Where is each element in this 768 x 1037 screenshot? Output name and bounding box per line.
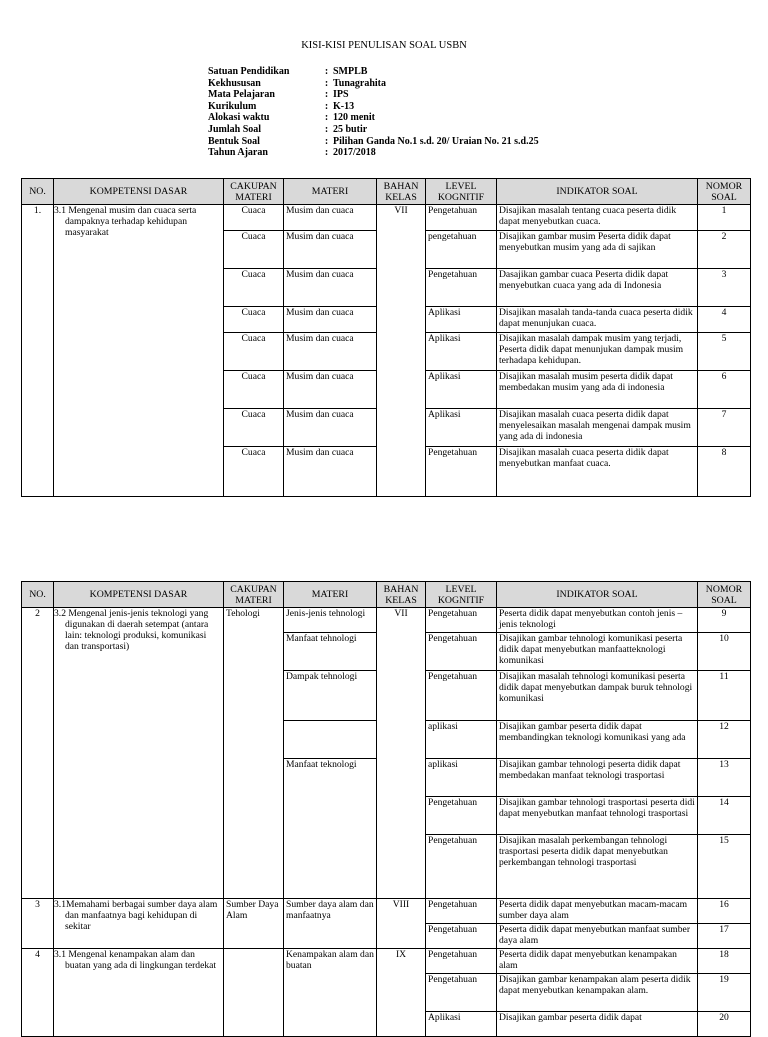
table-header-row [22, 179, 751, 205]
row-number: 3 [22, 899, 54, 949]
bahan-kelas: VII [377, 608, 426, 899]
header-indikator: INDIKATOR SOAL [497, 582, 698, 608]
meta-row: Tahun Ajaran : 2017/2018 [208, 147, 376, 159]
table-row: Cuaca Musim dan cuaca Pengetahuan Disajikan masalah cuaca peserta didik dapat menyebutkan manfaat cuaca. 8 [22, 447, 751, 497]
table-row: Dampak tehnologi Pengetahuan Disajikan masalah tehnologi komunikasi peserta didik dapat menyebutkan dampak buruk tehnologi komunikasi 11 [22, 671, 751, 721]
header-bahan: BAHAN KELAS [377, 582, 426, 608]
header-kd: KOMPETENSI DASAR [54, 179, 224, 205]
header-cakupan: CAKUPAN MATERI [224, 179, 284, 205]
table-row: Aplikasi Disajikan gambar peserta didik dapat 20 [22, 1012, 751, 1037]
meta-row: Mata Pelajaran : IPS [208, 89, 349, 101]
meta-row: Kekhususan : Tunagrahita [208, 77, 386, 89]
header-level: LEVEL KOGNITIF [426, 179, 497, 205]
table-row: Manfaat teknologi aplikasi Disajikan gambar tehnologi peserta didik dapat membedakan manfaat teknologi trasportasi 13 [22, 759, 751, 797]
header-materi: MATERI [284, 582, 377, 608]
header-kd: KOMPETENSI DASAR [54, 582, 224, 608]
header-no: NO. [22, 179, 54, 205]
header-bahan: BAHAN KELAS [377, 179, 426, 205]
table-row: 2 3.2 Mengenal jenis-jenis teknologi yang digunakan di daerah setempat (antara lain: teknologi produksi, komunikasi dan transportasi) Tehologi Jenis-jenis tehnologi VII Pengetahuan Peserta didik dapat menyebutkan contoh jenis – jenis teknologi 9 [22, 608, 751, 633]
table-row: 4 3.1 Mengenal kenampakan alam dan buatan yang ada di lingkungan terdekat Kenampakan alam dan buatan IX Pengetahuan Peserta didik dapat menyebutkan kenampakan alam 18 [22, 949, 751, 974]
kisi-table-1 [21, 178, 751, 497]
kompetensi-dasar: 3.1 Mengenal kenampakan alam dan buatan yang ada di lingkungan terdekat [54, 949, 224, 1037]
table-row: Pengetahuan Disajikan masalah perkembangan tehnologi trasportasi peserta didik dapat menyebutkan perkembangan tehnologi trasportasi 15 [22, 835, 751, 899]
table-header-row [22, 582, 751, 608]
header-cakupan: CAKUPAN MATERI [224, 582, 284, 608]
table-row: Cuaca Musim dan cuaca pengetahuan Disajikan gambar musim Peserta didik dapat menyebutkan musim yang ada di sajikan 2 [22, 231, 751, 269]
table-row: 1. 3.1 Mengenal musim dan cuaca serta dampaknya terhadap kehidupan masyarakat Cuaca Musim dan cuaca VII Pengetahuan Disajikan masalah tentang cuaca peserta didik dapat menyebutkan cuaca. 1 [22, 205, 751, 231]
cakupan-materi: Sumber Daya Alam [224, 899, 284, 949]
cakupan-materi: Tehologi [224, 608, 284, 899]
header-nomor: NOMOR SOAL [698, 179, 751, 205]
meta-row: Kurikulum : K-13 [208, 100, 355, 112]
row-number: 1. [22, 205, 54, 497]
meta-row: Bentuk Soal : Pilihan Ganda No.1 s.d. 20/ Uraian No. 21 s.d.25 [208, 135, 539, 147]
bahan-kelas: VIII [377, 899, 426, 949]
kompetensi-dasar: 3.1Memahami berbagai sumber daya alam dan manfaatnya bagi kehidupan di sekitar [54, 899, 224, 949]
table-row: Pengetahuan Disajikan gambar kenampakan alam peserta didik dapat menyebutkan kenampakan alam. 19 [22, 974, 751, 1012]
kompetensi-dasar: 3.2 Mengenal jenis-jenis teknologi yang digunakan di daerah setempat (antara lain: teknologi produksi, komunikasi dan transportasi) [54, 608, 224, 899]
meta-row: Jumlah Soal : 25 butir [208, 123, 368, 135]
table-row: aplikasi Disajikan gambar peserta didik dapat membandingkan teknologi komunikasi yang ada 12 [22, 721, 751, 759]
table-row: Pengetahuan Peserta didik dapat menyebutkan manfaat sumber daya alam 17 [22, 924, 751, 949]
header-no: NO. [22, 582, 54, 608]
meta-row: Alokasi waktu : 120 menit [208, 112, 375, 124]
bahan-kelas: IX [377, 949, 426, 1037]
table-row: Cuaca Musim dan cuaca Aplikasi Disajikan masalah tanda-tanda cuaca peserta didik dapat menunjukan cuaca. 4 [22, 307, 751, 333]
table-row: Cuaca Musim dan cuaca Aplikasi Disajikan masalah dampak musim yang terjadi, Peserta didik dapat menunjukan dampak musim terhadapa kehidupan. 5 [22, 333, 751, 371]
kisi-table-2 [21, 581, 751, 1037]
table-row: Cuaca Musim dan cuaca Aplikasi Disajikan masalah musim peserta didik dapat membedakan musim yang ada di indonesia 6 [22, 371, 751, 409]
meta-row: Satuan Pendidikan : SMPLB [208, 66, 368, 77]
table-row: Manfaat tehnologi Pengetahuan Disajikan gambar tehnologi komunikasi peserta didik dapat menyebutkan manfaatteknologi komunikasi 10 [22, 633, 751, 671]
document-title: KISI-KISI PENULISAN SOAL USBN [301, 40, 467, 51]
table-row: 3 3.1Memahami berbagai sumber daya alam dan manfaatnya bagi kehidupan di sekitar Sumber Daya Alam Sumber daya alam dan manfaatnya VIII Pengetahuan Peserta didik dapat menyebutkan macam-macam sumber daya alam 16 [22, 899, 751, 924]
table-row: Cuaca Musim dan cuaca Pengetahuan Dasajikan gambar cuaca Peserta didik dapat menyebutkan cuaca yang ada di Indonesia 3 [22, 269, 751, 307]
table-row: Cuaca Musim dan cuaca Aplikasi Disajikan masalah cuaca peserta didik dapat menyelesaikan masalah mengenai dampak musim yang ada di indonesia 7 [22, 409, 751, 447]
header-indikator: INDIKATOR SOAL [497, 179, 698, 205]
row-number: 2 [22, 608, 54, 899]
header-level: LEVEL KOGNITIF [426, 582, 497, 608]
row-number: 4 [22, 949, 54, 1037]
table-row: Pengetahuan Disajikan gambar tehnologi trasportasi peserta didi dapat menyebutkan manfaat tehnologi trasportasi 14 [22, 797, 751, 835]
identity-block [208, 66, 539, 159]
bahan-kelas: VII [377, 205, 426, 497]
header-materi: MATERI [284, 179, 377, 205]
kompetensi-dasar: 3.1 Mengenal musim dan cuaca serta dampaknya terhadap kehidupan masyarakat [54, 205, 224, 497]
header-nomor: NOMOR SOAL [698, 582, 751, 608]
cakupan-materi [224, 949, 284, 1037]
